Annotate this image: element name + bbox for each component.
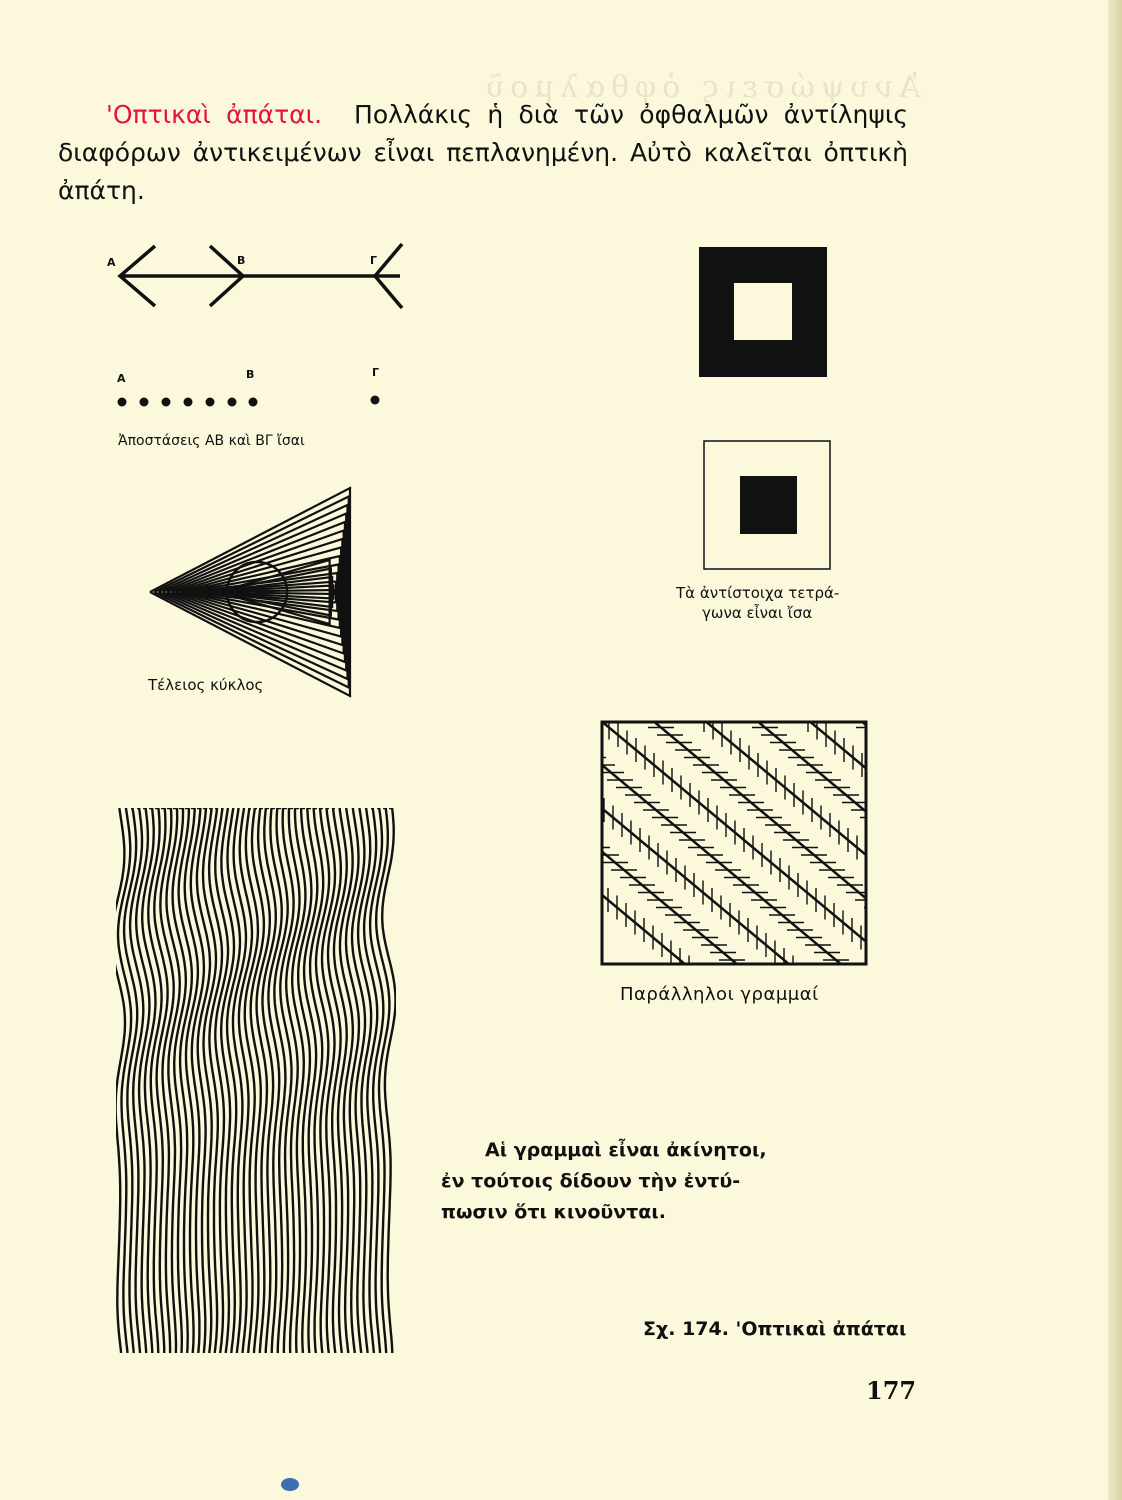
page-spine — [1108, 0, 1122, 1500]
bleed-through-text: Ἀνυψώσεις ὀφθαλμοῦ — [480, 70, 921, 105]
circle-caption: Τέλειος κύκλος — [148, 676, 264, 694]
square-illusion-light — [703, 440, 831, 570]
parallel-caption: Παράλληλοι γραμμαί — [620, 984, 819, 1005]
square-illusion-dark — [699, 247, 827, 377]
dot-row — [112, 392, 392, 412]
label-a-top: Α — [107, 256, 116, 269]
label-b-dots: Β — [246, 368, 255, 381]
label-a-dots: Α — [117, 372, 126, 385]
arrow-caption: Ἀποστάσεις ΑΒ καὶ ΒΓ ἴσαι — [118, 433, 305, 449]
parallel-lines-illusion — [600, 720, 868, 966]
ink-stain — [281, 1478, 299, 1491]
wave-caption-2: ἐν τούτοις δίδουν τὴν ἐντύ- — [441, 1170, 741, 1192]
wave-caption-3: πωσιν ὅτι κινοῦνται. — [441, 1201, 666, 1223]
label-b-top: Β — [237, 254, 246, 267]
section-heading: 'Οπτικαὶ ἀπάται. — [106, 100, 323, 129]
intro-text: Πολλάκις ἡ διὰ τῶν ὀφθαλμῶν ἀντίληψις διαφόρων ἀντικειμένων εἶναι πεπλανημένη. Αὐτὸ καλεῖται ὀπτικὴ ἀπάτη. — [58, 100, 908, 205]
wave-caption-1: Αἱ γραμμαὶ εἶναι ἀκίνητοι, — [485, 1139, 767, 1161]
intro-paragraph — [58, 96, 908, 210]
muller-lyer-arrow — [110, 240, 410, 315]
figure-caption: Σχ. 174. 'Οπτικαὶ ἀπάται — [643, 1318, 907, 1340]
label-g-dots: Γ — [372, 366, 380, 379]
squares-caption-2: γωνα εἶναι ἴσα — [702, 604, 813, 622]
squares-caption-1: Τὰ ἀντίστοιχα τετρά- — [676, 584, 840, 602]
perfect-circle-illusion — [145, 480, 355, 705]
label-g-top: Γ — [370, 254, 378, 267]
page-number: 177 — [866, 1376, 917, 1405]
wavy-lines-illusion — [116, 808, 396, 1353]
